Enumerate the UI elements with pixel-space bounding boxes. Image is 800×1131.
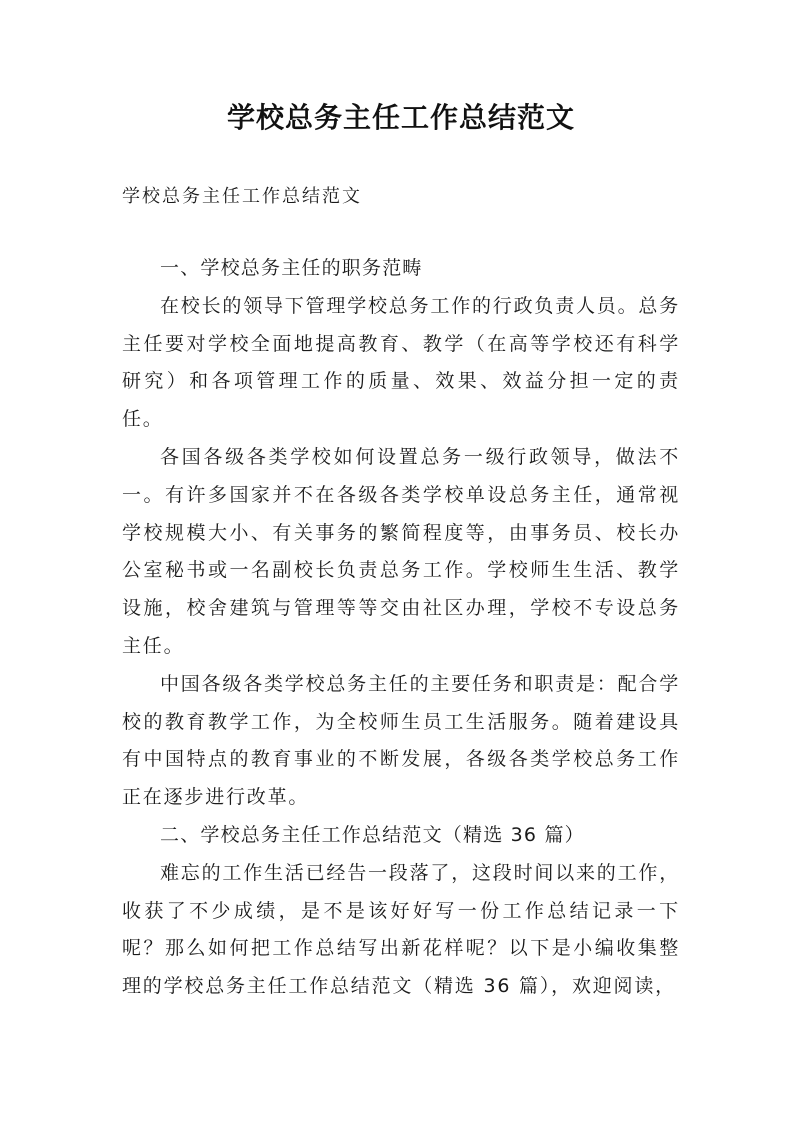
section-heading-examples: 二、学校总务主任工作总结范文（精选 36 篇） bbox=[160, 823, 585, 846]
paragraph-definition: 在校长的领导下管理学校总务工作的行政负责人员。总务主任要对学校全面地提高教育、教学（在高等学校还有科学研究）和各项管理工作的质量、效果、效益分担一定的责任。 bbox=[122, 294, 681, 431]
paragraph-intro: 难忘的工作生活已经告一段落了，这段时间以来的工作，收获了不少成绩，是不是该好好写一份工作总结记录一下呢？那么如何把工作总结写出新花样呢？以下是小编收集整理的学校总务主任工作总结范文（精选 36 篇），欢迎阅读， bbox=[122, 861, 681, 998]
document-title: 学校总务主任工作总结范文 bbox=[226, 101, 575, 134]
document-subtitle: 学校总务主任工作总结范文 bbox=[122, 186, 362, 207]
document-body bbox=[122, 250, 680, 1006]
paragraph-international: 各国各级各类学校如何设置总务一级行政领导，做法不一。有许多国家并不在各级各类学校单设总务主任，通常视学校规模大小、有关事务的繁简程度等，由事务员、校长办公室秘书或一名副校长负责总务工作。学校师生生活、教学设施，校舍建筑与管理等等交由社区办理，学校不专设总务主任。 bbox=[122, 445, 680, 657]
paragraph-china-duties: 中国各级各类学校总务主任的主要任务和职责是：配合学校的教育教学工作，为全校师生员工生活服务。随着建设具有中国特点的教育事业的不断发展，各级各类学校总务工作正在逐步进行改革。 bbox=[122, 672, 681, 809]
section-heading-duties: 一、学校总务主任的职务范畴 bbox=[160, 257, 423, 279]
